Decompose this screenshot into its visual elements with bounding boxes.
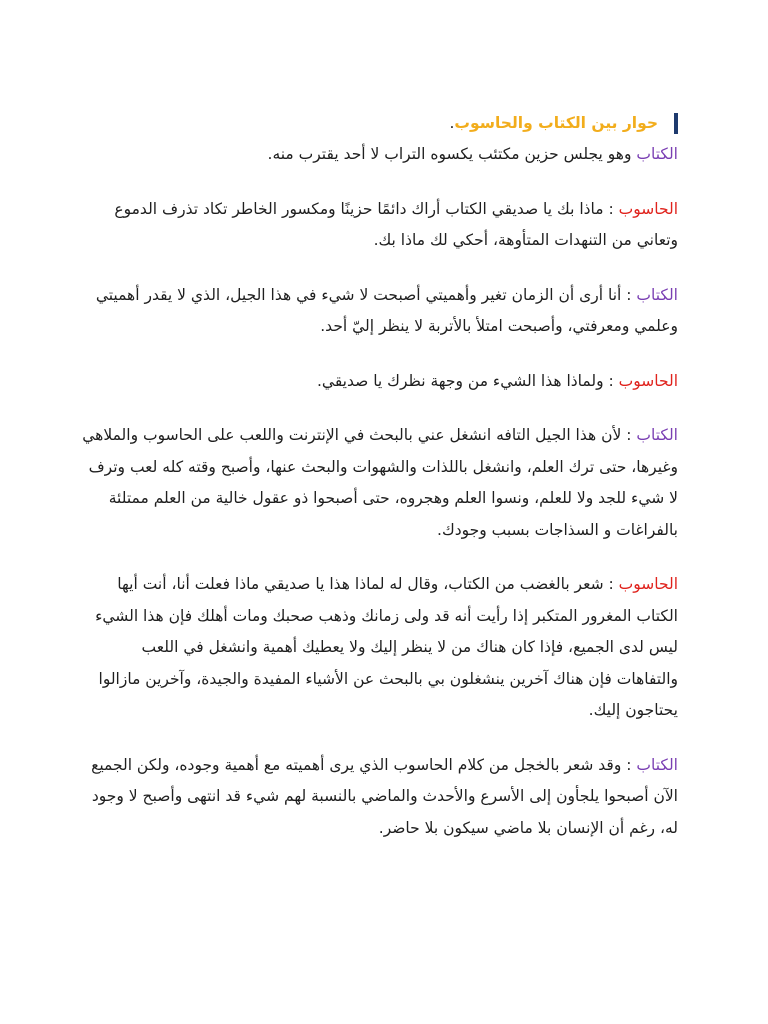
speaker-computer: الحاسوب	[618, 199, 678, 218]
speaker-computer: الحاسوب	[618, 575, 678, 593]
title-period: .	[449, 114, 455, 132]
document-content	[78, 108, 678, 867]
speaker-separator: :	[621, 426, 637, 444]
paragraph-text: ماذا بك يا صديقي الكتاب أراك دائمًا حزينًا ومكسور الخاطر تكاد تذرف الدموع وتعاني من التنهدات المتأوهة، أحكي لك ماذا بك.	[114, 199, 678, 249]
speaker-book: الكتاب	[636, 285, 678, 304]
speaker-separator: :	[603, 371, 619, 390]
document-title: حوار بين الكتاب والحاسوب	[454, 114, 658, 132]
paragraph-text: وقد شعر بالخجل من كلام الحاسوب الذي يرى أهميته مع أهمية وجوده، ولكن الجميع الآن أصبحوا يلجأون إلى الأسرع والأحدث والماضي بالنسبة لهم شيء قد انتهى وأصبح لا وجود له، رغم أن الإنسان بلا ماضي سيكون بلا حاضر.	[91, 755, 678, 837]
paragraph-text: وهو يجلس حزين مكتئب يكسوه التراب لا أحد يقترب منه.	[267, 145, 632, 163]
dialogue-paragraph-2	[78, 194, 678, 257]
speaker-separator: :	[603, 199, 619, 218]
title-accent-bar	[674, 113, 678, 134]
speaker-computer: الحاسوب	[618, 371, 678, 390]
speaker-book: الكتاب	[636, 145, 678, 163]
speaker-separator: :	[621, 285, 637, 304]
dialogue-paragraph-3	[78, 280, 678, 343]
speaker-separator: :	[621, 755, 637, 774]
dialogue-paragraph-1	[78, 139, 678, 171]
dialogue-paragraph-4	[78, 366, 678, 398]
speaker-separator: :	[603, 575, 619, 593]
paragraph-text: لأن هذا الجيل التافه انشغل عني بالبحث في الإنترنت واللعب على الحاسوب والملاهي وغيرها، حتى ترك العلم، وانشغل باللذات والشهوات والبحث عنها، وأصبح وقته كله لعب وترف لا شيء للجد ولا للعلم، ونسوا العلم وهجروه، حتى أصبحوا ذو عقول خالية من العلم ممتلئة بالفراغات و السذاجات بسبب وجودك.	[82, 426, 678, 539]
paragraph-text: أنا أرى أن الزمان تغير وأهميتي أصبحت لا شيء في هذا الجيل، الذي لا يقدر أهميتي وعلمي ومعرفتي، وأصبحت امتلأ بالأتربة لا ينظر إليّ أحد.	[95, 285, 678, 335]
dialogue-paragraph-7	[78, 750, 678, 845]
dialogue-paragraph-6	[78, 569, 678, 727]
paragraph-text: شعر بالغضب من الكتاب، وقال له لماذا هذا يا صديقي ماذا فعلت أنا، أنت أيها الكتاب المغرور المتكبر إذا رأيت أنه قد ولى زمانك وذهب صحبك ومات أهلك فإن هذا الشيء ليس لدى الجميع، فإذا كان هناك من لا ينظر إليك ولا يعطيك أهمية وانشغل في اللعب والتفاهات فإن هناك آخرين ينشغلون بي بالبحث عن الأشياء المفيدة والجيدة، وآخرين مازالوا يحتاجون إليك.	[95, 575, 678, 719]
speaker-book: الكتاب	[636, 755, 678, 774]
paragraph-text: ولماذا هذا الشيء من وجهة نظرك يا صديقي.	[316, 371, 604, 390]
dialogue-paragraph-5	[78, 420, 678, 546]
speaker-book: الكتاب	[636, 426, 678, 444]
title-row	[78, 108, 678, 139]
